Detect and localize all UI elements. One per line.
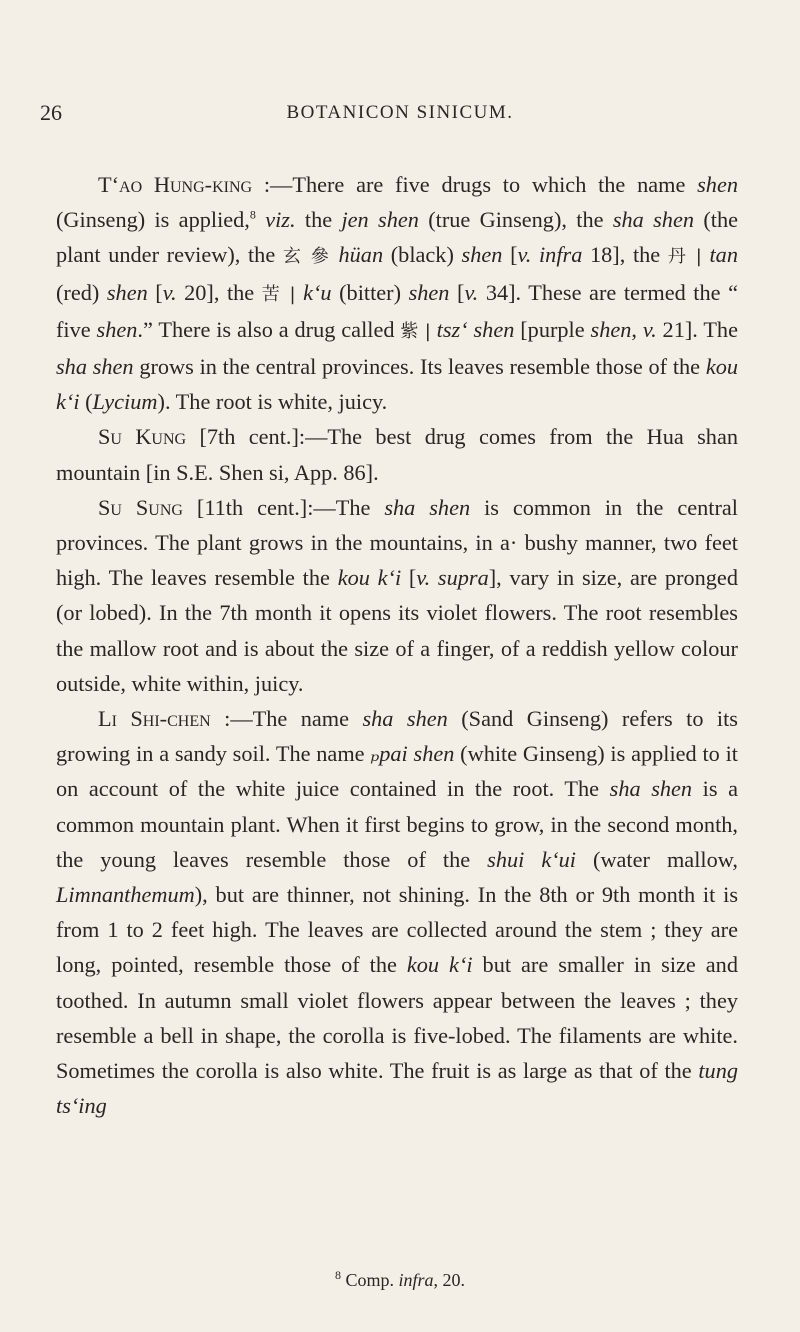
text-run: shen [408,279,450,305]
text-run: but are smaller in size and toothed. In autumn small violet flowers appear between the leaves ; they resemble a bell in shape, the corolla is five-lobed. The filaments are white. Sometimes the corolla is also white. The fruit is as large as that of the [56,952,738,1084]
text-run: 18], the [582,242,668,268]
text-run: the [295,207,342,233]
text-run: tan [709,242,738,268]
text-run: (water mallow, [576,846,738,872]
page-header [0,100,800,140]
body-text [56,167,738,1123]
text-run: shen [96,316,138,342]
text-run: tsz‘ shen [436,316,515,342]
text-run: :—There are five drugs to which the name [252,172,698,197]
text-run: [ [449,279,465,305]
text-run: v. supra [416,565,489,591]
paragraph-su-kung [56,419,738,489]
text-run: shui k‘ui [487,846,576,872]
text-run: 20], the [176,279,262,305]
text-run: (white Ginseng) is applied to it on account of the white juice contained in the root. The [56,741,738,802]
text-run: (true Ginseng), the [418,207,613,233]
text-run: ( [79,389,93,415]
author-name: T‘ao Hung-king [98,172,253,197]
text-run: (the plant under review), the [56,207,738,268]
text-run: , [631,316,643,342]
text-run: shen [461,242,503,268]
text-run: kou k‘i [337,565,402,591]
text-run: ). The root is white, juicy. [157,389,388,415]
text-run: [ [502,242,518,268]
text-run [331,242,339,267]
page-number: 26 [40,100,62,125]
text-run: k‘u [303,279,332,305]
text-run: v. [464,279,479,305]
text-run: sha shen [362,706,448,732]
text-run: sha shen [56,354,134,380]
text-run: sha shen [609,776,693,802]
chinese-characters: 紫 | [400,320,431,342]
text-run: 21]. The [656,316,738,342]
text-run: [ [401,565,417,591]
text-run: Limnanthemum [56,882,195,908]
author-name: Su Kung [98,424,187,450]
text-run: shen [106,279,148,305]
chinese-characters: 玄 參 [282,246,331,268]
text-run: :—The name [210,706,363,732]
author-name: Li Shi-chen [98,706,211,732]
text-run: is a common mountain plant. When it first begins to grow, in the second month, the young leaves resemble those of the [56,776,738,872]
text-run: jen shen [341,207,419,233]
text-run: .” There is also a drug called [137,316,401,342]
text-run: viz. [265,207,296,233]
footnote [0,1270,800,1291]
footnote-marker: 8 [334,1268,341,1282]
text-run: kou k‘i [56,354,739,415]
text-run: (black) [383,242,462,268]
text-run: grows in the central provinces. Its leaves resemble those of the [133,354,706,380]
text-run: (bitter) [331,279,409,305]
text-run: shen [590,316,632,342]
text-run: sha shen [612,207,694,233]
text-run: sha shen [384,494,471,520]
text-run: ], vary in size, are pronged (or lobed). In the 7th month it opens its violet flowers. The root resembles the mallow root and is about the size of a finger, of a reddish yellow colour outside, white within, juicy. [56,565,738,696]
footnote-italic: infra [398,1270,434,1290]
chinese-characters: 丹 | [667,246,702,268]
text-run [296,280,304,305]
text-run: v. infra [517,242,583,268]
text-run: shen [697,172,738,197]
paragraph-tao-hung-king [56,167,738,419]
footnote-end: , 20. [433,1270,466,1290]
author-name: Su Sung [98,494,183,520]
text-run [256,207,265,232]
footnote-ref: 8 [249,207,256,222]
chinese-characters: 苦 | [261,283,296,305]
text-run: kou k‘i [406,952,473,978]
paragraph-li-shi-chen [56,701,738,1123]
text-run: tung ts‘ing [56,1058,738,1119]
text-run: hüan [338,242,384,268]
text-run: 34]. These are termed the “ five [56,279,738,342]
running-title: BOTANICON SINICUM. [286,102,514,123]
text-run: (Ginseng) is applied, [56,207,250,233]
footnote-text: Comp. [340,1270,399,1290]
text-run: is common in the central provinces. The plant grows in the mountains, in a· bushy manner, two feet high. The leaves resemble the [56,494,738,591]
text-run: [ [147,279,163,305]
text-run: v. [162,279,177,305]
text-run: [purple [514,316,591,342]
text-run: v. [642,316,657,342]
text-run: ), but are thinner, not shining. In the 8th or 9th month it is from 1 to 2 feet high. The leaves are collected around the stem ; they are long, pointed, resemble those of the [56,882,738,978]
text-run: [7th cent.]:—The best drug comes from the Hua shan mountain [in S.E. Shen si, App. 86]. [56,424,738,485]
text-run: (Sand Ginseng) refers to its growing in a sandy soil. The name [56,706,738,767]
text-run: Lycium [92,389,158,415]
text-run: (red) [56,279,107,305]
text-run: ₚpai shen [370,741,455,767]
text-run: [11th cent.]:—The [182,494,385,520]
paragraph-su-sung [56,490,738,701]
